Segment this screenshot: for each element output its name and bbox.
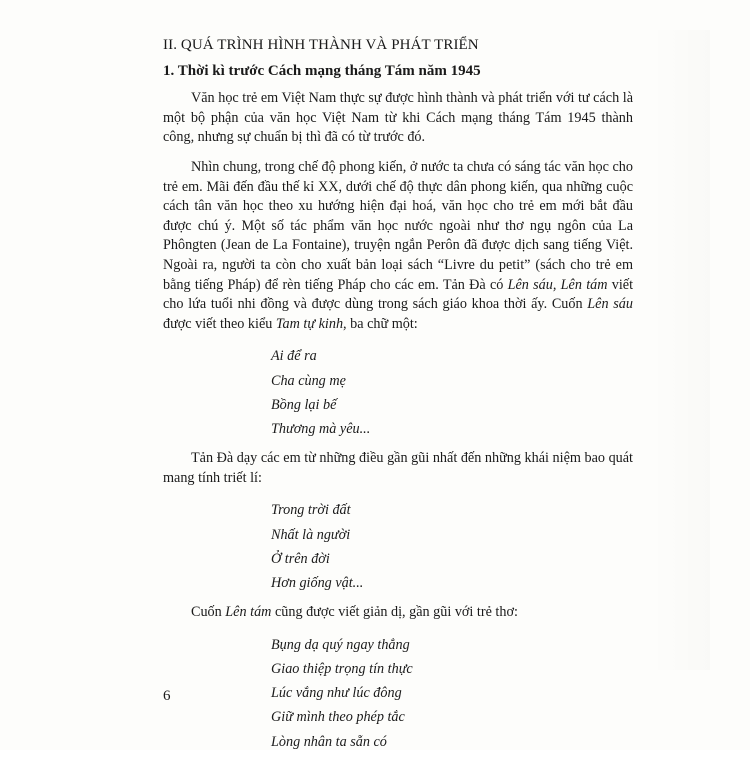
poem-line: Bồng lại bế (271, 396, 337, 413)
poem-line: Lòng nhân ta sẵn có (271, 733, 387, 750)
paragraph-history-mid: viết cho lứa tuổi nhi đồng và được dùng trong sách giáo khoa thời ấy. Cuốn (163, 276, 634, 313)
poem-line: Giữ mình theo phép tắc (271, 709, 405, 726)
poem-line: Ai để ra (271, 348, 317, 365)
paragraph-history (163, 158, 633, 334)
page-shadow (650, 30, 710, 670)
poem-len-tam (271, 633, 633, 754)
poem-line: Bụng dạ quý ngay thẳng (271, 636, 410, 653)
book-title-len-tam: Lên tám (225, 604, 272, 621)
paragraph-len-tam (163, 603, 633, 623)
poem-triet-li (271, 498, 633, 595)
book-title-tam-tu-kinh: Tam tự kinh (275, 315, 344, 332)
poem-line: Trong trời đất (271, 502, 351, 519)
poem-line: Thương mà yêu... (271, 420, 371, 437)
poem-line: Giao thiệp trọng tín thực (271, 660, 413, 677)
book-title-len-sau: Lên sáu (587, 296, 633, 313)
paragraph-history-end: , ba chữ một: (343, 315, 418, 332)
paragraph-philosophy: Tản Đà dạy các em từ những điều gần gũi nhất đến những khái niệm bao quát mang tính triết lí: (163, 450, 633, 486)
paragraph-history-mid2: được viết theo kiểu (163, 315, 276, 332)
book-titles-italic: Lên sáu, Lên tám (507, 276, 608, 293)
paragraph-history-text: Nhìn chung, trong chế độ phong kiến, ở nước ta chưa có sáng tác văn học cho trẻ em. Mãi đến đầu thế kỉ XX, dưới chế độ thực dân phong kiến, qua những cuộc cách tân văn học theo xu hướng hiện đại hoá, văn học cho trẻ em mới bắt đầu được chú ý. Một số tác phẩm văn học nước ngoài như thơ ngụ ngôn của La Phôngten (Jean de La Fontaine), truyện ngắn Perôn đã được dịch sang tiếng Việt. Ngoài ra, người ta còn cho xuất bản loại sách “Livre du petit” (sách cho trẻ em bằng tiếng Pháp) để rèn tiếng Pháp cho các em. Tản Đà có (163, 158, 633, 293)
paragraph-len-tam-end: cũng được viết giản dị, gần gũi với trẻ thơ: (271, 604, 518, 621)
poem-line: Hơn giống vật... (271, 574, 364, 591)
poem-line: Lúc vắng như lúc đông (271, 685, 402, 702)
poem-line: Nhất là người (271, 526, 351, 543)
paragraph-intro: Văn học trẻ em Việt Nam thực sự được hình thành và phát triển với tư cách là một bộ phận của văn học Việt Nam từ khi Cách mạng tháng Tám 1945 thành công, nhưng sự chuẩn bị thì đã có từ trước đó. (163, 90, 633, 146)
page-number: 6 (163, 688, 171, 704)
poem-line: Cha cùng mẹ (271, 372, 346, 389)
section-heading: II. QUÁ TRÌNH HÌNH THÀNH VÀ PHÁT TRIỂN (163, 37, 479, 53)
poem-line: Ở trên đời (271, 550, 330, 567)
paragraph-len-tam-start: Cuốn (191, 604, 226, 621)
subsection-heading: 1. Thời kì trước Cách mạng tháng Tám năm 1945 (163, 62, 481, 79)
poem-len-sau (271, 344, 633, 441)
page-content (163, 36, 633, 762)
